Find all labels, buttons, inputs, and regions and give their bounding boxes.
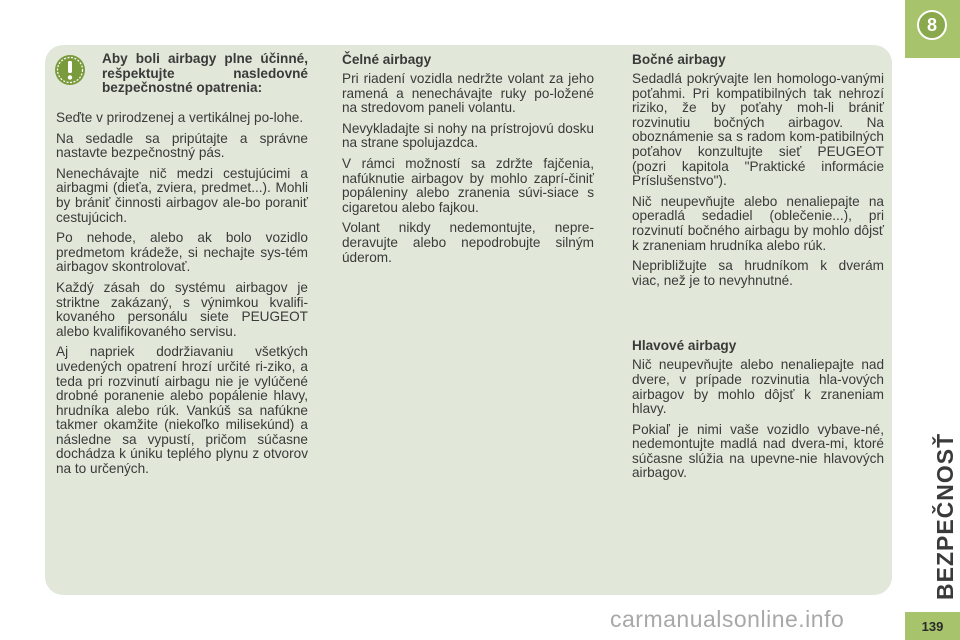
watermark: carmanualsonline.info	[610, 606, 845, 632]
page-number: 139	[905, 612, 960, 640]
paragraph: Sedadlá pokrývajte len homologo-vanými poťahmi. Pri kompatibilných tak nehrozí riziko, že by poťahy moh-li brániť rozvinutiu bočných airbagov. Na oboznámenie sa s radom kom-patibilných poťahov konzultujte sieť PEUGEOT (pozri kapitola "Praktické informácie Príslušenstvo").	[632, 71, 884, 189]
exclamation-warning-icon	[54, 54, 86, 86]
warning-heading-block	[56, 52, 308, 104]
column-front-airbags	[342, 52, 594, 271]
paragraph: Nevykladajte si nohy na prístrojovú dosku na strane spolujazdca.	[342, 120, 594, 151]
column-side-airbags	[632, 52, 884, 487]
paragraph: Každý zásah do systému airbagov je striktne zakázaný, s výnimkou kvalifi-kovaného personálu siete PEUGEOT alebo kvalifikovaného servisu.	[56, 279, 308, 339]
paragraph: Nič neupevňujte alebo nenaliepajte na operadlá sedadiel (oblečenie...), pri rozvinutí bočného airbagu by mohlo dôjsť k zraneniam hrudníka alebo rúk.	[632, 193, 884, 253]
paragraph: Po nehode, alebo ak bolo vozidlo predmetom krádeže, si nechajte sys-tém airbagov skontrolovať.	[56, 230, 308, 275]
paragraph: Nepribližujte sa hrudníkom k dverám viac, než je to nevyhnutné.	[632, 258, 884, 288]
warning-heading: Aby boli airbagy plne účinné, rešpektujte nasledovné bezpečnostné opatrenia:	[102, 51, 308, 96]
column-safety-precautions	[56, 52, 308, 483]
paragraph: Nenechávajte nič medzi cestujúcimi a airbagmi (dieťa, zviera, predmet...). Mohli by brániť činnosti airbagov ale-bo poraniť cestujúcich.	[56, 165, 308, 225]
paragraph: Na sedadle sa pripútajte a správne nastavte bezpečnostný pás.	[56, 130, 308, 161]
paragraph: Nič neupevňujte alebo nenaliepajte nad dvere, v prípade rozvinutia hla-vových airbagov by mohlo dôjsť k zraneniam hlavy.	[632, 357, 884, 417]
chapter-number-badge[interactable]: 8	[917, 10, 947, 40]
paragraph: Seďte v prirodzenej a vertikálnej po-lohe.	[56, 110, 304, 125]
section-heading: Hlavové airbagy	[632, 338, 737, 354]
paragraph: Pri riadení vozidla nedržte volant za jeho ramená a nenechávajte ruky po-ložené na stredovom paneli volantu.	[342, 71, 594, 116]
chapter-title: BEZPEČNOSŤ	[932, 432, 958, 600]
section-heading: Bočné airbagy	[632, 52, 726, 67]
paragraph: Volant nikdy nedemontujte, nepre-deravujte alebo nepodrobujte silným úderom.	[342, 220, 594, 265]
section-heading: Čelné airbagy	[342, 52, 432, 67]
paragraph: V rámci možností sa zdržte fajčenia, nafúknutie airbagov by mohlo zaprí-činiť popáleniny alebo zranenia súvi-siace s cigaretou alebo fajkou.	[342, 155, 594, 215]
paragraph: Pokiaľ je nimi vaše vozidlo vybave-né, nedemontujte madlá nad dvera-mi, ktoré súčasne slúžia na upevne-nie hlavových airbagov.	[632, 421, 884, 481]
paragraph: Aj napriek dodržiavaniu všetkých uvedených opatrení hrozí určité ri-ziko, a teda pri rozvinutí airbagu nie je vylúčené drobné poranenie alebo popálenie hlavy, hrudníka alebo rúk. Vankúš sa nafúkne takmer okamžite (niekoľko milisekúnd) a následne sa vypustí, pričom súčasne dochádza k úniku teplého plynu z otvorov na to určených.	[56, 344, 308, 477]
